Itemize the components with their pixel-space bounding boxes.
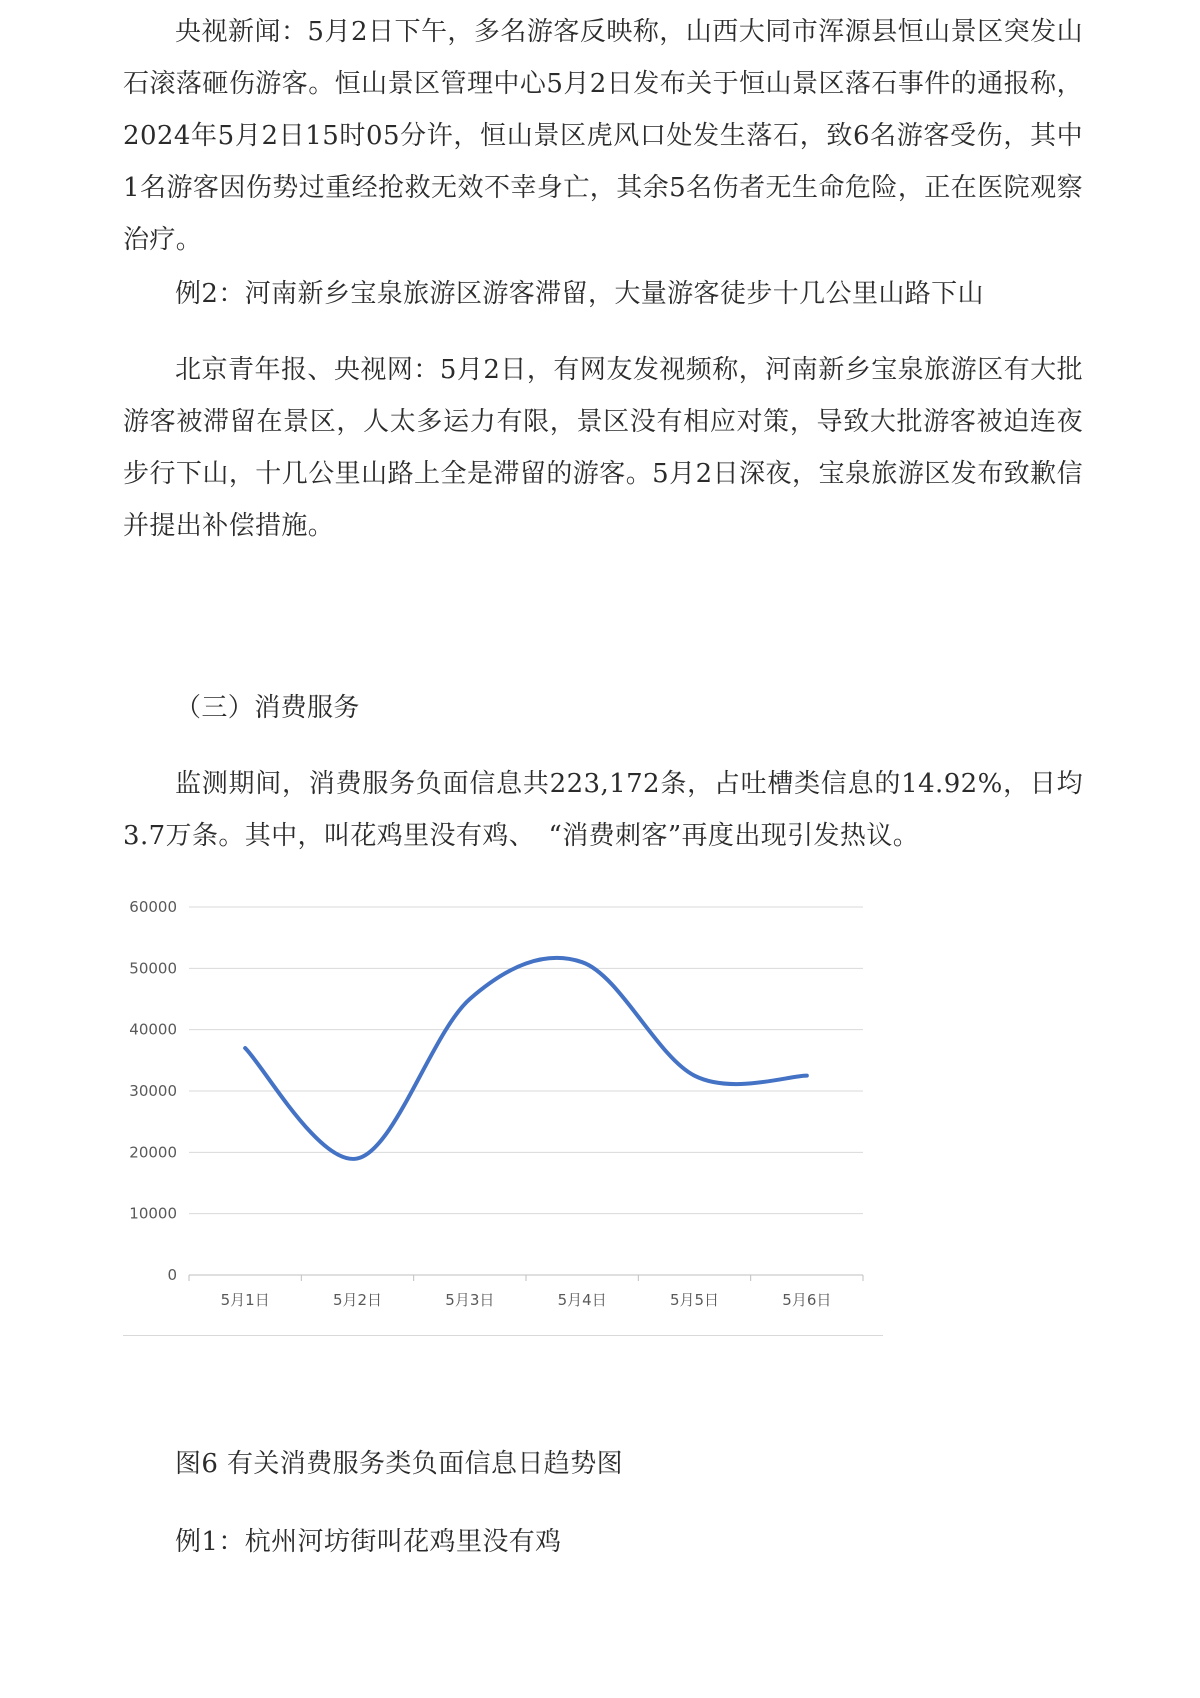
y-tick-label: 10000 [129, 1204, 177, 1223]
x-tick-label: 5月6日 [782, 1291, 832, 1309]
series-line-0 [245, 958, 807, 1159]
x-tick-label: 5月3日 [445, 1291, 495, 1309]
daily-trend-chart [123, 880, 883, 1336]
x-tick-label: 5月5日 [669, 1291, 720, 1309]
example-2-heading: 例2：河南新乡宝泉旅游区游客滞留，大量游客徒步十几公里山路下山 [175, 279, 984, 309]
chart-svg [123, 880, 883, 1335]
x-tick-label: 5月1日 [220, 1291, 270, 1309]
example-1-heading: 例1：杭州河坊街叫花鸡里没有鸡 [175, 1527, 562, 1557]
y-tick-label: 0 [167, 1266, 177, 1284]
y-tick-label: 40000 [129, 1020, 177, 1039]
figure-caption: 图6 有关消费服务类负面信息日趋势图 [175, 1449, 624, 1479]
paragraph-consumer-service-stats: 监测期间，消费服务负面信息共223,172条，占吐槽类信息的14.92%，日均3.7万条。其中，叫花鸡里没有鸡、 “消费刺客”再度出现引发热议。 [123, 769, 1083, 851]
y-tick-label: 30000 [129, 1082, 177, 1100]
x-tick-label: 5月4日 [557, 1291, 607, 1309]
paragraph-baoquan-stranded: 北京青年报、央视网：5月2日，有网友发视频称，河南新乡宝泉旅游区有大批游客被滞留在景区，人太多运力有限，景区没有相应对策，导致大批游客被迫连夜步行下山，十几公里山路上全是滞留的游客。5月2日深夜，宝泉旅游区发布致歉信并提出补偿措施。 [123, 355, 1083, 541]
x-tick-label: 5月2日 [332, 1291, 383, 1309]
y-tick-label: 20000 [129, 1143, 177, 1162]
y-tick-label: 60000 [129, 898, 177, 916]
section-heading-consumer-service: （三）消费服务 [175, 693, 360, 723]
paragraph-hengshan-rockfall: 央视新闻：5月2日下午，多名游客反映称，山西大同市浑源县恒山景区突发山石滚落砸伤游客。恒山景区管理中心5月2日发布关于恒山景区落石事件的通报称，2024年5月2日15时05分许，恒山景区虎风口处发生落石，致6名游客受伤，其中1名游客因伤势过重经抢救无效不幸身亡，其余5名伤者无生命危险，正在医院观察治疗。 [123, 17, 1083, 255]
y-tick-label: 50000 [129, 959, 177, 978]
